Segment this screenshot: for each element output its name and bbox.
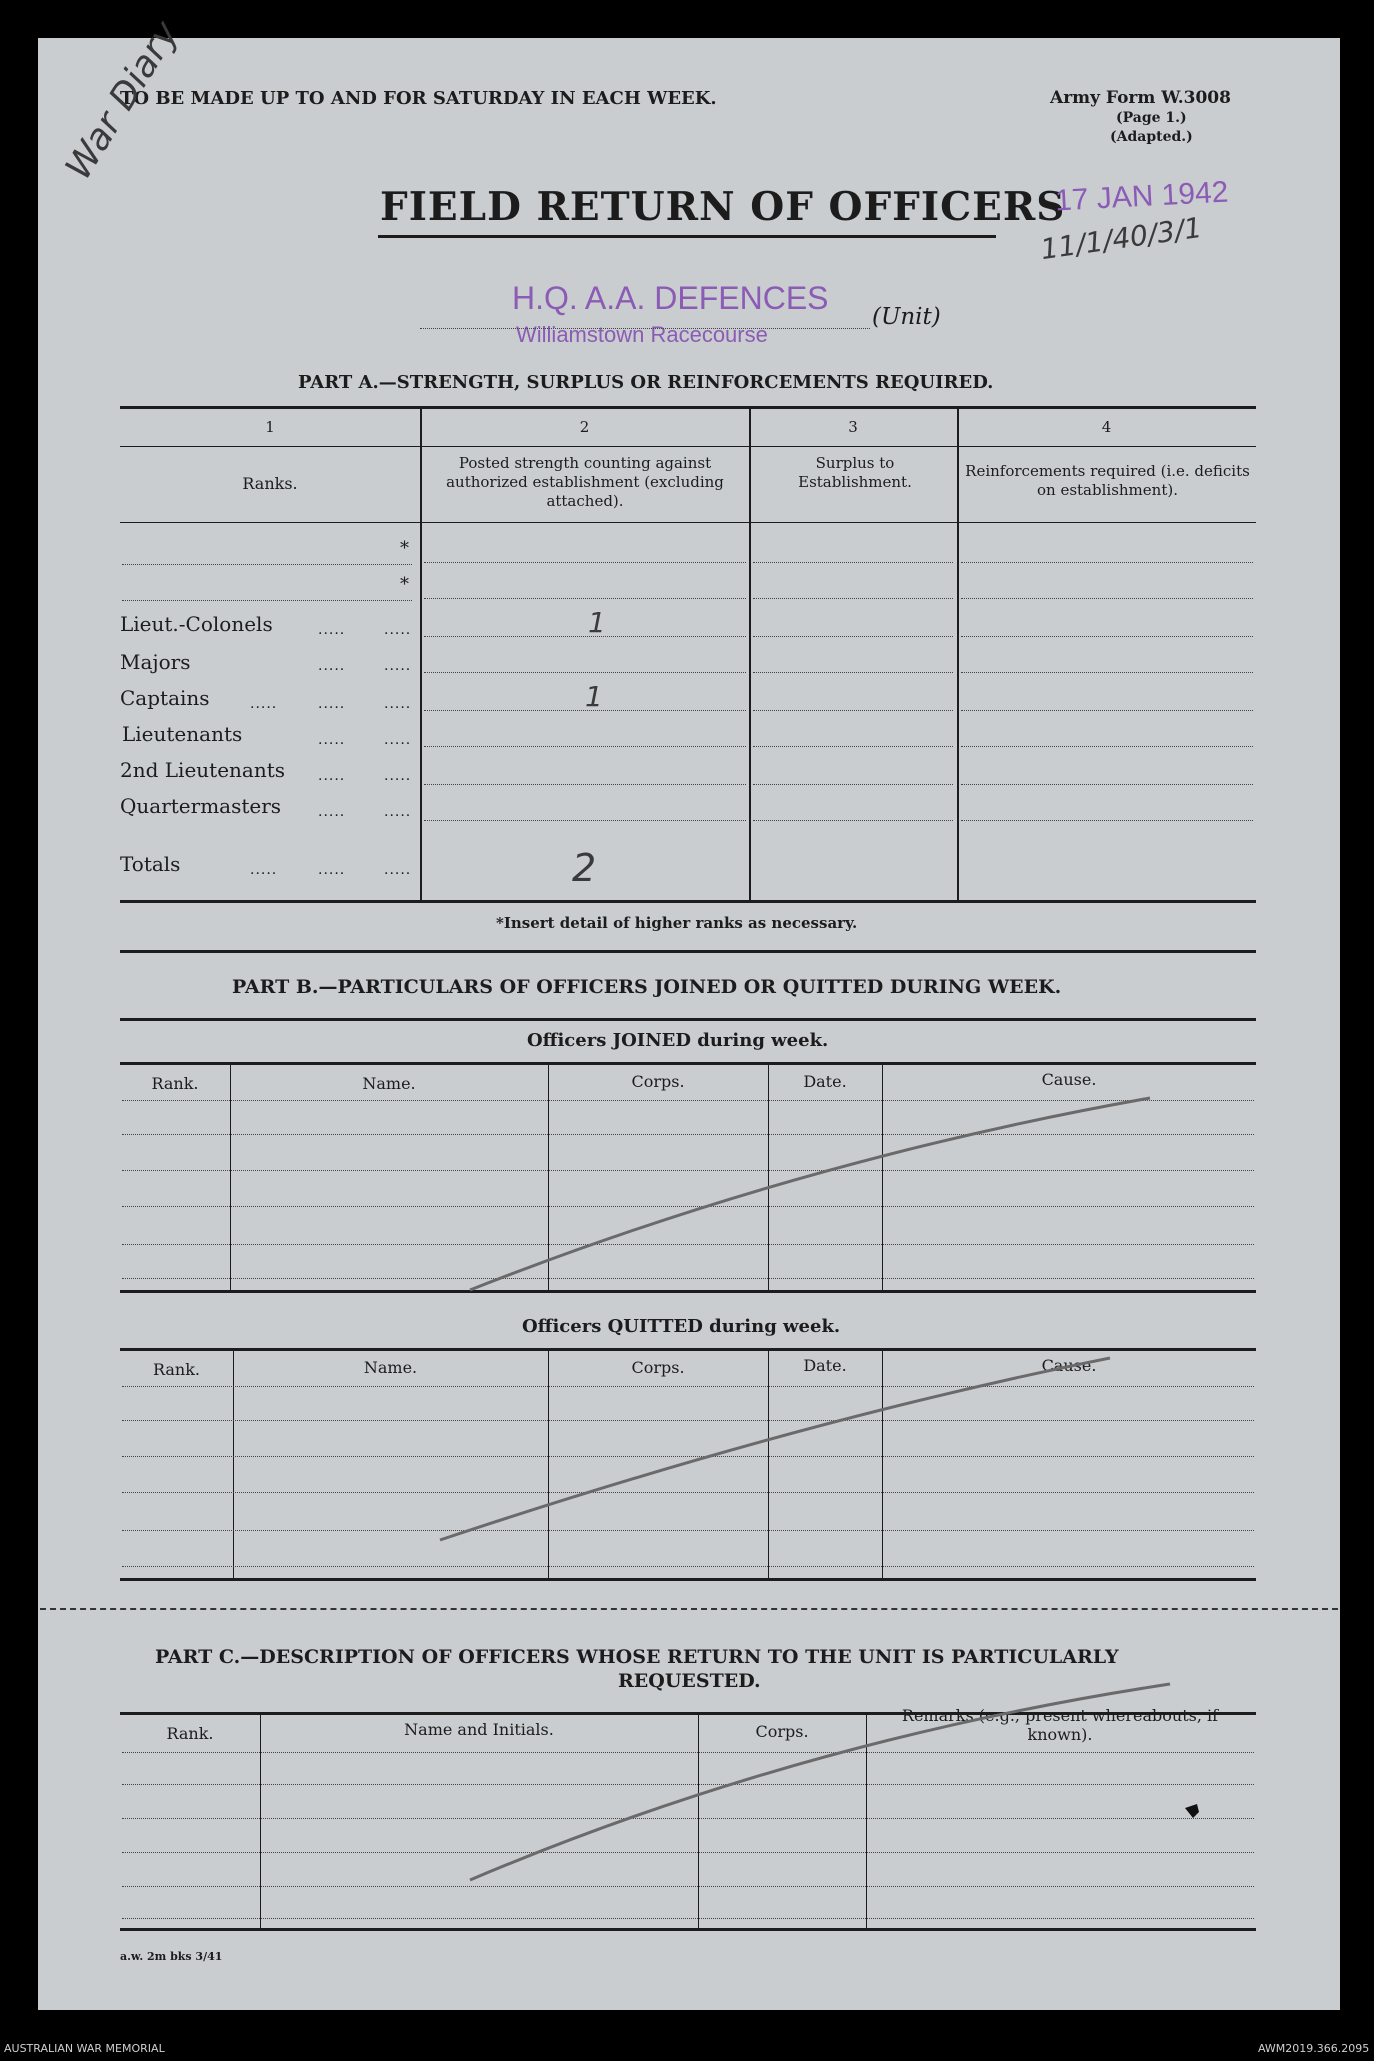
- header-ranks: Ranks.: [242, 474, 298, 493]
- star-marker-2: *: [400, 574, 409, 595]
- unit-stamp-line2: Williamstown Racecourse: [516, 322, 768, 347]
- instruction-text: TO BE MADE UP TO AND FOR SATURDAY IN EACH WEEK.: [120, 88, 717, 109]
- rank-lieutenants: Lieutenants: [122, 722, 243, 746]
- print-code: a.w. 2m bks 3/41: [120, 1950, 223, 1963]
- star-marker-1: *: [400, 538, 409, 559]
- joined-col-date: Date.: [803, 1072, 847, 1091]
- handwritten-reference: 11/1/40/3/1: [1038, 210, 1204, 267]
- handwritten-margin-note: War Diary: [58, 14, 188, 187]
- header-posted-strength: Posted strength counting against authorized establishment (excluding attached).: [446, 454, 724, 510]
- part-a-footnote: *Insert detail of higher ranks as necessary.: [496, 914, 858, 932]
- header-surplus: Surplus to Establishment.: [798, 454, 912, 491]
- posted-captains-value: 1: [585, 680, 603, 713]
- quitted-table-title: Officers QUITTED during week.: [522, 1316, 841, 1337]
- col-number-3: 3: [848, 418, 858, 436]
- form-number: Army Form W.3008: [1050, 88, 1231, 108]
- joined-col-corps: Corps.: [631, 1072, 685, 1091]
- col-number-4: 4: [1101, 418, 1112, 436]
- page-number: (Page 1.): [1116, 110, 1187, 126]
- paper-hole: [1185, 1804, 1199, 1818]
- rank-majors: Majors: [120, 650, 191, 674]
- header-reinforcements: Reinforcements required (i.e. deficits on establishment).: [965, 462, 1250, 499]
- quitted-col-corps: Corps.: [631, 1358, 685, 1377]
- part-a-title: PART A.—STRENGTH, SURPLUS OR REINFORCEMENTS REQUIRED.: [298, 372, 994, 393]
- posted-lieut-colonels-value: 1: [588, 606, 606, 639]
- part-c-col-remarks: Remarks (e.g., present whereabouts, if known).: [901, 1706, 1219, 1744]
- part-c-title-line1: PART C.—DESCRIPTION OF OFFICERS WHOSE RETURN TO THE UNIT IS PARTICULARLY: [155, 1646, 1119, 1668]
- adapted-label: (Adapted.): [1110, 129, 1193, 145]
- unit-stamp-line1: H.Q. A.A. DEFENCES: [512, 280, 829, 316]
- quitted-col-cause: Cause.: [1041, 1356, 1097, 1375]
- quitted-col-rank: Rank.: [152, 1360, 201, 1379]
- page-title: FIELD RETURN OF OFFICERS: [380, 184, 1066, 230]
- posted-total-value: 2: [572, 846, 597, 890]
- joined-strike-line: [470, 1098, 1150, 1290]
- joined-col-name: Name.: [362, 1074, 416, 1093]
- unit-label: (Unit): [872, 304, 941, 330]
- rank-2nd-lieutenants: 2nd Lieutenants: [120, 758, 286, 782]
- rank-quartermasters: Quartermasters: [120, 794, 282, 818]
- part-c-title-line2: REQUESTED.: [618, 1670, 761, 1692]
- quitted-col-date: Date.: [803, 1356, 847, 1375]
- archive-footer-left: AUSTRALIAN WAR MEMORIAL: [4, 2042, 165, 2055]
- col-number-2: 2: [579, 418, 590, 436]
- part-c-strike-line: [470, 1684, 1170, 1880]
- quitted-col-name: Name.: [363, 1358, 418, 1377]
- rank-lieut-colonels: Lieut.-Colonels: [120, 612, 273, 636]
- rank-captains: Captains: [120, 686, 210, 710]
- totals-label: Totals: [120, 852, 181, 876]
- part-c-col-corps: Corps.: [755, 1722, 809, 1741]
- part-c-col-rank: Rank.: [166, 1724, 214, 1743]
- joined-col-cause: Cause.: [1041, 1070, 1097, 1089]
- date-stamp: 17 JAN 1942: [1054, 175, 1230, 218]
- part-c-col-name: Name and Initials.: [404, 1720, 554, 1739]
- archive-footer-right: AWM2019.366.2095: [1258, 2042, 1370, 2055]
- quitted-strike-line: [440, 1358, 1110, 1540]
- joined-table-title: Officers JOINED during week.: [527, 1030, 829, 1051]
- col-number-1: 1: [265, 418, 275, 436]
- joined-col-rank: Rank.: [151, 1074, 199, 1093]
- part-b-title: PART B.—PARTICULARS OF OFFICERS JOINED OR QUITTED DURING WEEK.: [232, 976, 1062, 998]
